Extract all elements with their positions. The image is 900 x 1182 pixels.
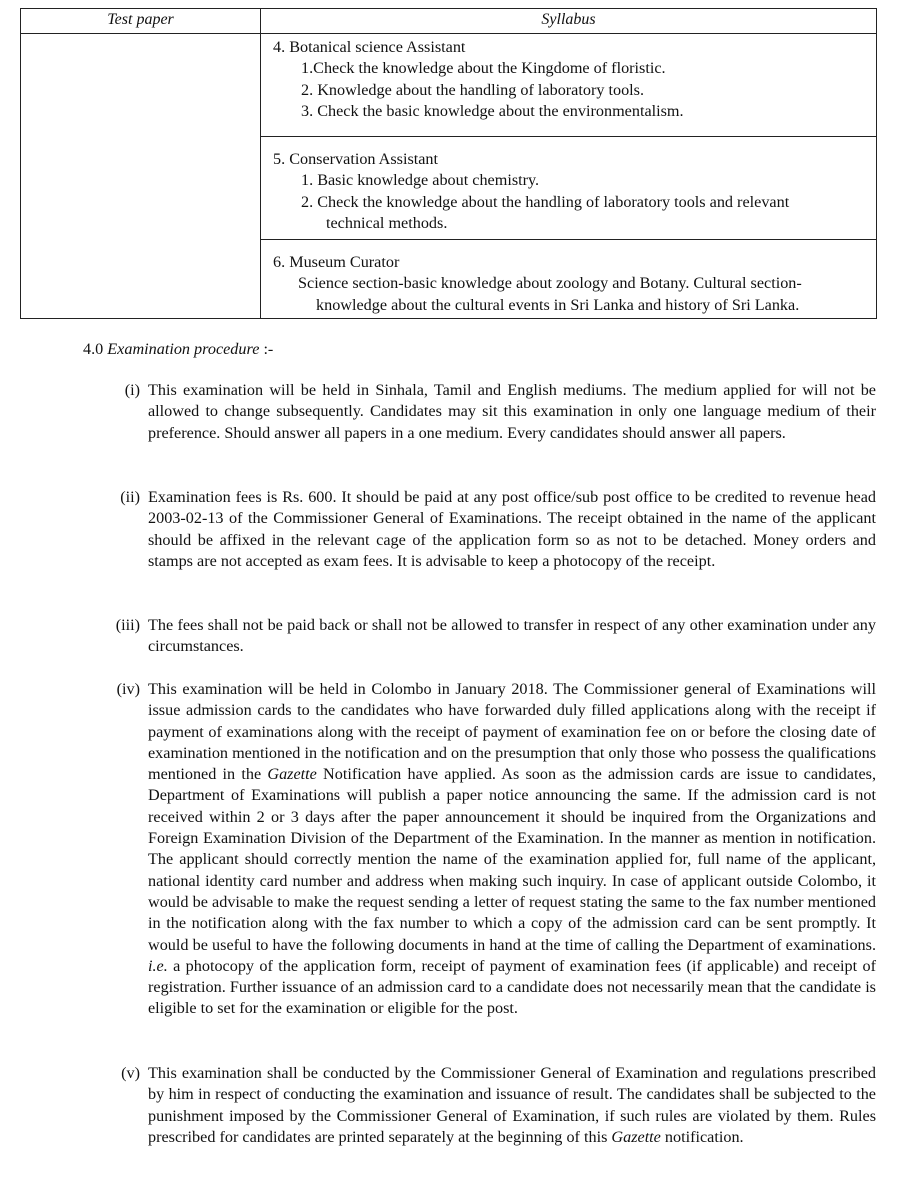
item-number: (iv)	[116, 680, 140, 698]
ie-italic: i.e.	[148, 956, 168, 975]
syllabus-section-museum	[261, 240, 877, 319]
syllabus-section-botanical	[261, 34, 877, 137]
header-syllabus: Syllabus	[261, 9, 877, 34]
item-text-part: This examination will be held in Colombo in January 2018. The Commissioner general of Examinations will issue admission cards to the candidates who have forwarded duly filled applications along with the receipt if payment of examinations along with the receipt of payment of examination fee on or before the closing date of examination mentioned in the notification and on the presumption that only those who possess the qualifications mentioned in the	[148, 680, 876, 784]
list-item: 3. Check the basic knowledge about the environmentalism.	[301, 101, 684, 120]
list-item: 2. Knowledge about the handling of laboratory tools.	[301, 80, 645, 99]
heading-title: Examination procedure	[107, 340, 260, 358]
list-item: 1.Check the knowledge about the Kingdome of floristic.	[301, 59, 666, 78]
gazette-italic: Gazette	[611, 1127, 661, 1146]
item-text-part: a photocopy of the application form, receipt of payment of examination fees (if applicable) and receipt of registration. Further issuance of an admission card to a candidate does not necessarily mean that the candidate is eligible to set for the examination or eligible for the post.	[148, 956, 876, 1018]
item-number: (v)	[121, 1064, 140, 1082]
list-item: 1. Basic knowledge about chemistry.	[301, 171, 540, 190]
item-text	[148, 679, 876, 1020]
item-text: This examination will be held in Sinhala, Tamil and English mediums. The medium applied for will not be allowed to change subsequently. Candidates may sit this examination in only one language medium of their preference. Should answer all papers in a one medium. Every candidates should answer all papers.	[148, 381, 876, 442]
section-paragraph-continuation: knowledge about the cultural events in Sri Lanka and history of Sri Lanka.	[316, 295, 800, 314]
gazette-italic: Gazette	[267, 765, 317, 784]
section-title: 4. Botanical science Assistant	[273, 38, 466, 56]
section-paragraph: Science section-basic knowledge about zoology and Botany. Cultural section-	[298, 274, 802, 293]
table-row	[21, 34, 877, 137]
procedure-heading	[83, 339, 273, 360]
syllabus-section-conservation	[261, 137, 877, 240]
item-number: (i)	[124, 381, 140, 399]
table-header-row	[21, 9, 877, 34]
item-text-part: This examination shall be conducted by the Commissioner General of Examination and regulations prescribed by him in respect of conducting the examination and issuance of result. The candidates shall be subjected to the punishment imposed by the Commissioner General of Examination, if such rules are violated by them. Rules prescribed for candidates are printed separately at the beginning of this	[148, 1064, 876, 1146]
list-item-continuation: technical methods.	[326, 213, 448, 232]
item-text-part: notification.	[660, 1127, 744, 1146]
item-number: (ii)	[120, 488, 140, 506]
item-text-part: Notification have applied. As soon as the admission cards are issue to candidates, Department of Examinations will publish a paper notice announcing the same. If the admission card is not received within 2 or 3 days after the paper announcement it should be inquired from the Organizations and Foreign Examination Division of the Department of the Examination. In the manner as mention in notification. The applicant should correctly mention the name of the examination applied for, full name of the applicant, national identity card number and address when making such inquiry. In case of applicant outside Colombo, it would be advisable to make the request sending a letter of request stating the same to the fax number mentioned in the notification along with the fax number to which a copy of the admission card can be sent promptly. It would be useful to have the following documents in hand at the time of calling the Department of examinations.	[148, 765, 876, 954]
item-text: Examination fees is Rs. 600. It should be paid at any post office/sub post office to be credited to revenue head 2003-02-13 of the Commissioner General of Examinations. The receipt obtained in the name of the applicant should be affixed in the relevant cage of the application form so as not to be detached. Money orders and stamps are not accepted as exam fees. It is advisable to keep a photocopy of the receipt.	[148, 488, 876, 570]
section-title: 5. Conservation Assistant	[273, 150, 439, 168]
header-test-paper: Test paper	[21, 9, 261, 34]
heading-suffix: :-	[263, 340, 274, 358]
item-number: (iii)	[115, 616, 140, 634]
test-paper-cell	[21, 34, 261, 319]
heading-number: 4.0	[83, 340, 104, 358]
list-item: 2. Check the knowledge about the handling of laboratory tools and relevant	[301, 192, 790, 211]
item-text: The fees shall not be paid back or shall not be allowed to transfer in respect of any other examination under any circumstances.	[148, 616, 876, 656]
item-text	[148, 1063, 876, 1148]
syllabus-table	[20, 8, 877, 319]
section-title: 6. Museum Curator	[273, 253, 400, 271]
